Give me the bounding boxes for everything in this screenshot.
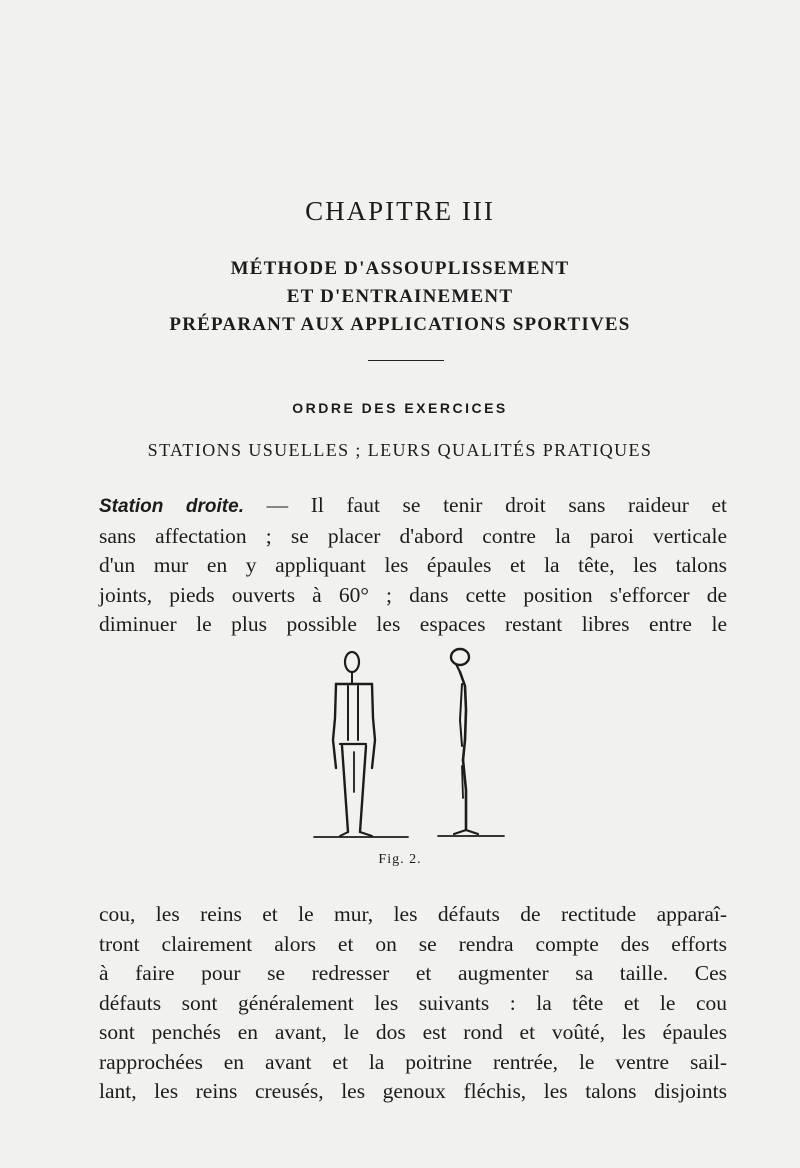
paragraph-line: à faire pour se redresser et augmenter sa taille. Ces: [99, 961, 727, 985]
paragraph-line: rapprochées en avant et la poitrine rentrée, le ventre sail-: [99, 1049, 727, 1074]
chapter-title-line-2: ET D'ENTRAINEMENT: [286, 286, 514, 307]
paragraph-continuation: [99, 900, 727, 1107]
chapter-heading: CHAPITRE III: [305, 196, 495, 226]
paragraph-line: diminuer le plus possible les espaces restant libres entre le: [99, 612, 727, 636]
side-view-figure: [451, 649, 478, 834]
paragraph-line-text: — Il faut se tenir droit sans raideur et: [243, 493, 727, 517]
paragraph-line: joints, pieds ouverts à 60° ; dans cette position s'efforcer de: [99, 582, 727, 607]
run-in-heading: Station droite.: [99, 496, 244, 517]
paragraph-line: lant, les reins creusés, les genoux fléchis, les talons disjoints: [99, 1079, 727, 1103]
figure-caption: Fig. 2.: [378, 852, 422, 867]
paragraph-line: d'un mur en y appliquant les épaules et la tête, les talons: [99, 553, 727, 577]
front-view-figure: [333, 652, 375, 836]
paragraph-line: sans affectation ; se placer d'abord contre la paroi verticale: [99, 523, 727, 548]
paragraph-line: sont penchés en avant, le dos est rond et voûté, les épaules: [99, 1020, 727, 1044]
posture-figure: [300, 640, 520, 850]
paragraph-line: [99, 491, 727, 522]
paragraph-line: tront clairement alors et on se rendra compte des efforts: [99, 931, 727, 956]
chapter-title-line-1: MÉTHODE D'ASSOUPLISSEMENT: [230, 258, 570, 279]
section-heading: ORDRE DES EXERCICES: [292, 400, 508, 416]
section-divider: [368, 360, 444, 361]
subsection-heading: STATIONS USUELLES ; LEURS QUALITÉS PRATIQUES: [147, 440, 653, 460]
paragraph-line: défauts sont généralement les suivants : la tête et le cou: [99, 990, 727, 1015]
paragraph-station-droite: [99, 491, 727, 640]
chapter-title-line-3: PRÉPARANT AUX APPLICATIONS SPORTIVES: [169, 314, 631, 335]
paragraph-line: cou, les reins et le mur, les défauts de rectitude apparaî-: [99, 902, 727, 926]
